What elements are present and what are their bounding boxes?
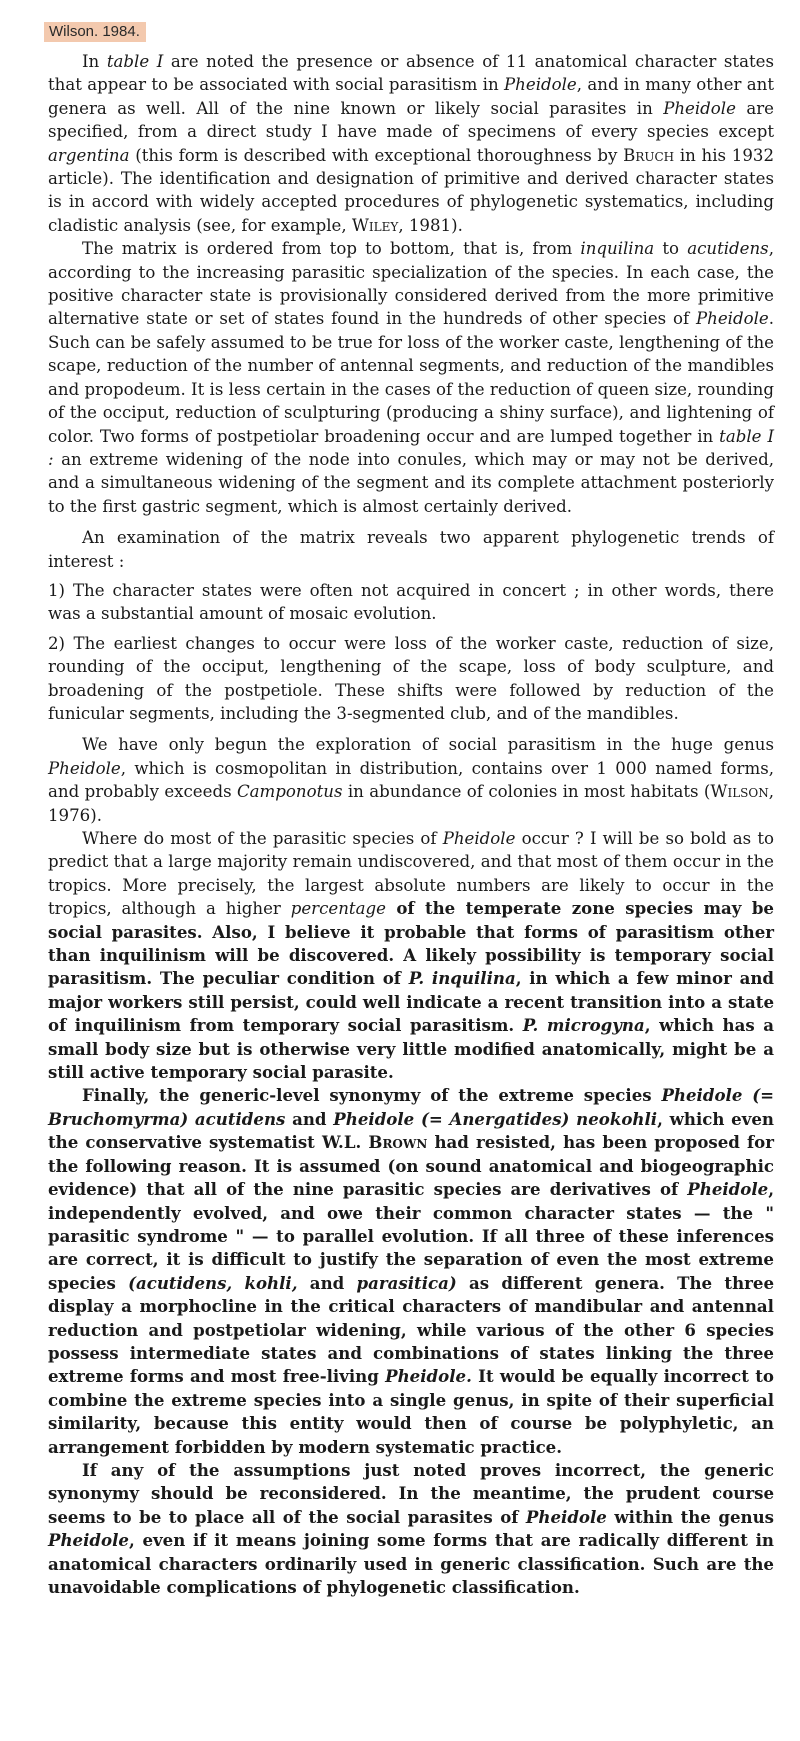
article-body (48, 50, 774, 1599)
paragraph-3: An examination of the matrix reveals two apparent phylogenetic trends of interest : (48, 528, 774, 571)
list-item-2: 2) The earliest changes to occur were loss of the worker caste, reduction of size, rounding of the occiput, lengthening of the scape, loss of body sculpture, and broadening of the postpetiole. These shifts were followed by reduction of the funicular segments, including the 3-segmented club, and of the mandibles. (48, 633, 774, 723)
paragraph-7: Where do most of the parasitic species of Pheidole occur ? I will be so bold as to predict that a large majority remain undiscovered, and that most of them occur in the tropics. More precisely, the largest absolute numbers are likely to occur in the tropics, although a higher percentage of the temperate zone species may be social parasites. Also, I believe it probable that forms of parasitism other than inquilinism will be discovered. A likely possibility is temporary social parasitism. The peculiar condition of P. inquilina, in which a few minor and major workers still persist, could well indicate a recent transition into a state of inquilinism from temporary social parasitism. P. microgyna, which has a small body size but is otherwise very little modified anatomically, might be a still active temporary social parasite. (48, 829, 775, 1083)
paragraph-8: Finally, the generic-level synonymy of the extreme species Pheidole (= Bruchomyrma) acutidens and Pheidole (= Anergatides) neokohli, which even the conservative systematist W.L. Brown had resisted, has been proposed for the following reason. It is assumed (on sound anatomical and biogeographic evidence) that all of the nine parasitic species are derivatives of Pheidole, independently evolved, and owe their common character states — the " parasitic syndrome " — to parallel evolution. If all three of these inferences are correct, it is difficult to justify the separation of even the most extreme species (acutidens, kohli, and parasitica) as different genera. The three display a morphocline in the critical characters of mandibular and antennal reduction and postpetiolar widening, while various of the other 6 species possess intermediate states and combinations of states linking the three extreme forms and most free-living Pheidole. It would be equally incorrect to combine the extreme species into a single genus, in spite of their superficial similarity, because this entity would then of course be polyphyletic, an arrangement forbidden by modern systematic practice. (48, 1085, 775, 1457)
citation-tag: Wilson. 1984. (44, 22, 146, 42)
paragraph-6: We have only begun the exploration of social parasitism in the huge genus Pheidole, which is cosmopolitan in distribution, contains over 1 000 named forms, and probably exceeds Camponotus in abundance of colonies in most habitats (Wilson, 1976). (48, 735, 775, 825)
paragraph-2: The matrix is ordered from top to bottom, that is, from inquilina to acutidens, according to the increasing parasitic specialization of the species. In each case, the positive character state is provisionally considered derived from the more primitive alternative state or set of states found in the hundreds of other species of Pheidole. Such can be safely assumed to be true for loss of the worker caste, lengthening of the scape, reduction of the number of antennal segments, and reduction of the mandibles and propodeum. It is less certain in the cases of the reduction of queen size, rounding of the occiput, reduction of sculpturing (producing a shiny surface), and lightening of color. Two forms of postpetiolar broadening occur and are lumped together in table I : an extreme widening of the node into conules, which may or may not be derived, and a simultaneous widening of the segment and its complete attachment posteriorly to the first gastric segment, which is almost certainly derived. (48, 239, 774, 516)
list-item-1: 1) The character states were often not acquired in concert ; in other words, there was a substantial amount of mosaic evolution. (48, 580, 774, 624)
paragraph-9: If any of the assumptions just noted proves incorrect, the generic synonymy should be reconsidered. In the meantime, the prudent course seems to be to place all of the social parasites of Pheidole within the genus Pheidole, even if it means joining some forms that are radically different in anatomical characters ordinarily used in generic classification. Such are the unavoidable complications of phylogenetic classification. (48, 1459, 774, 1597)
paragraph-1: In table I are noted the presence or absence of 11 anatomical character states that appear to be associated with social parasitism in Pheidole, and in many other ant genera as well. All of the nine known or likely social parasites in Pheidole are specified, from a direct study I have made of specimens of every species except argentina (this form is described with exceptional thoroughness by Bruch in his 1932 article). The identification and designation of primitive and derived character states is in accord with widely accepted procedures of phylogenetic systematics, including cladistic analysis (see, for example, Wiley, 1981). (48, 52, 775, 235)
